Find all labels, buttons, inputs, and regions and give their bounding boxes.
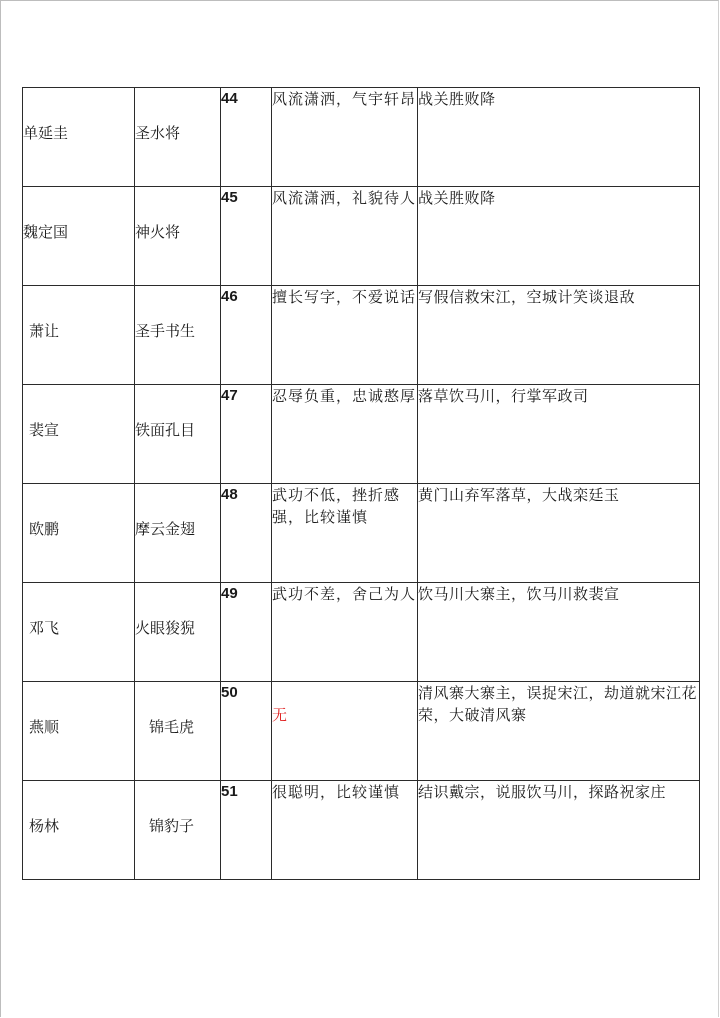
hero-deeds: 黄门山弃军落草，大战栾廷玉	[418, 484, 700, 583]
hero-rank: 51	[221, 781, 272, 880]
hero-name: 杨林	[29, 817, 60, 835]
hero-deeds: 饮马川大寨主，饮马川救裴宣	[418, 583, 700, 682]
hero-rank: 46	[221, 286, 272, 385]
table-row	[23, 682, 700, 781]
hero-rank: 45	[221, 187, 272, 286]
hero-name: 单延圭	[23, 124, 69, 142]
hero-nickname: 铁面孔目	[135, 421, 196, 439]
hero-nickname: 火眼狻猊	[135, 619, 196, 637]
hero-deeds: 清风寨大寨主，误捉宋江，劫道就宋江花荣，大破清风寨	[418, 682, 700, 781]
table-row	[23, 286, 700, 385]
table-row	[23, 187, 700, 286]
hero-trait: 风流潇洒，礼貌待人	[272, 187, 418, 286]
table-row	[23, 781, 700, 880]
hero-name: 萧让	[29, 322, 60, 340]
table-row	[23, 583, 700, 682]
hero-trait: 忍辱负重，忠诚憨厚	[272, 385, 418, 484]
hero-name: 燕顺	[29, 718, 60, 736]
table-row	[23, 385, 700, 484]
heroes-table	[22, 87, 700, 880]
hero-deeds: 结识戴宗，说服饮马川，探路祝家庄	[418, 781, 700, 880]
hero-nickname: 神火将	[135, 223, 181, 241]
hero-trait: 很聪明，比较谨慎	[272, 781, 418, 880]
hero-nickname: 锦豹子	[149, 817, 195, 835]
hero-rank: 44	[221, 88, 272, 187]
hero-nickname: 锦毛虎	[149, 718, 195, 736]
hero-deeds: 战关胜败降	[418, 187, 700, 286]
hero-rank: 47	[221, 385, 272, 484]
hero-nickname: 摩云金翅	[135, 520, 196, 538]
hero-deeds: 战关胜败降	[418, 88, 700, 187]
hero-name: 魏定国	[23, 223, 69, 241]
table-row	[23, 484, 700, 583]
hero-rank: 48	[221, 484, 272, 583]
hero-trait: 武功不低，挫折感强，比较谨慎	[272, 484, 418, 583]
hero-deeds: 写假信救宋江，空城计笑谈退敌	[418, 286, 700, 385]
hero-rank: 50	[221, 682, 272, 781]
hero-trait: 风流潇洒，气宇轩昂	[272, 88, 418, 187]
hero-trait: 武功不差，舍己为人	[272, 583, 418, 682]
hero-deeds: 落草饮马川，行掌军政司	[418, 385, 700, 484]
hero-name: 欧鹏	[29, 520, 60, 538]
table-row	[23, 88, 700, 187]
hero-nickname: 圣水将	[135, 124, 181, 142]
hero-rank: 49	[221, 583, 272, 682]
hero-trait: 无	[272, 706, 289, 724]
hero-name: 裴宣	[29, 421, 60, 439]
hero-trait: 擅长写字，不爱说话	[272, 286, 418, 385]
hero-nickname: 圣手书生	[135, 322, 196, 340]
hero-name: 邓飞	[29, 619, 60, 637]
